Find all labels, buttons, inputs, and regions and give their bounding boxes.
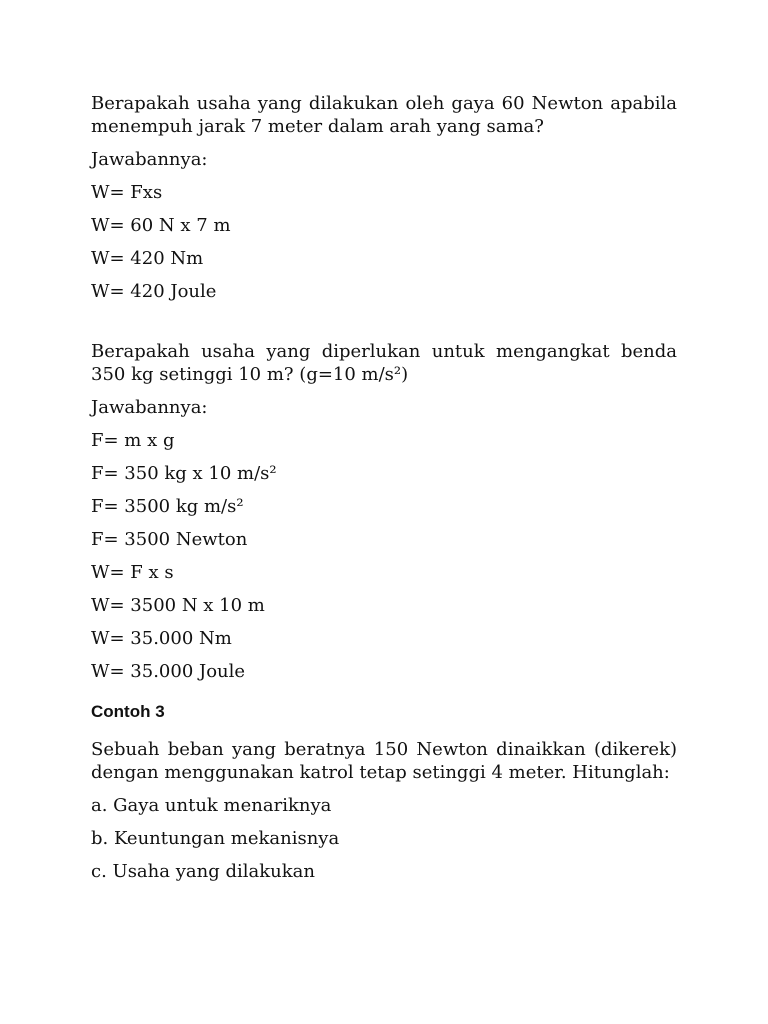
example1-question: Berapakah usaha yang dilakukan oleh gaya 60 Newton apabila menempuh jarak 7 meter dalam arah yang sama? xyxy=(91,93,677,137)
example1-step: W= Fxs xyxy=(91,182,163,203)
document-page xyxy=(91,92,677,883)
example1-step: W= 420 Nm xyxy=(91,248,204,269)
example2-step: W= 35.000 Nm xyxy=(91,628,232,649)
example3-item: c. Usaha yang dilakukan xyxy=(91,861,315,882)
example2-step: W= F x s xyxy=(91,562,174,583)
example3-heading: Contoh 3 xyxy=(91,702,165,721)
example2-answer-label: Jawabannya: xyxy=(91,397,208,418)
example3-item: b. Keuntungan mekanisnya xyxy=(91,828,340,849)
example3-item: a. Gaya untuk menariknya xyxy=(91,795,332,816)
example2-step: F= 350 kg x 10 m/s² xyxy=(91,463,277,484)
example2-step: W= 35.000 Joule xyxy=(91,661,246,682)
example3-question: Sebuah beban yang beratnya 150 Newton dinaikkan (dikerek) dengan menggunakan katrol tetap setinggi 4 meter. Hitunglah: xyxy=(91,739,677,783)
example2-step: F= 3500 Newton xyxy=(91,529,248,550)
example2-question: Berapakah usaha yang diperlukan untuk mengangkat benda 350 kg setinggi 10 m? (g=10 m/s²) xyxy=(91,341,677,385)
example2-step: F= 3500 kg m/s² xyxy=(91,496,244,517)
example1-step: W= 60 N x 7 m xyxy=(91,215,231,236)
example2-step: W= 3500 N x 10 m xyxy=(91,595,265,616)
example1-answer-label: Jawabannya: xyxy=(91,149,208,170)
example1-step: W= 420 Joule xyxy=(91,281,217,302)
example2-step: F= m x g xyxy=(91,430,175,451)
